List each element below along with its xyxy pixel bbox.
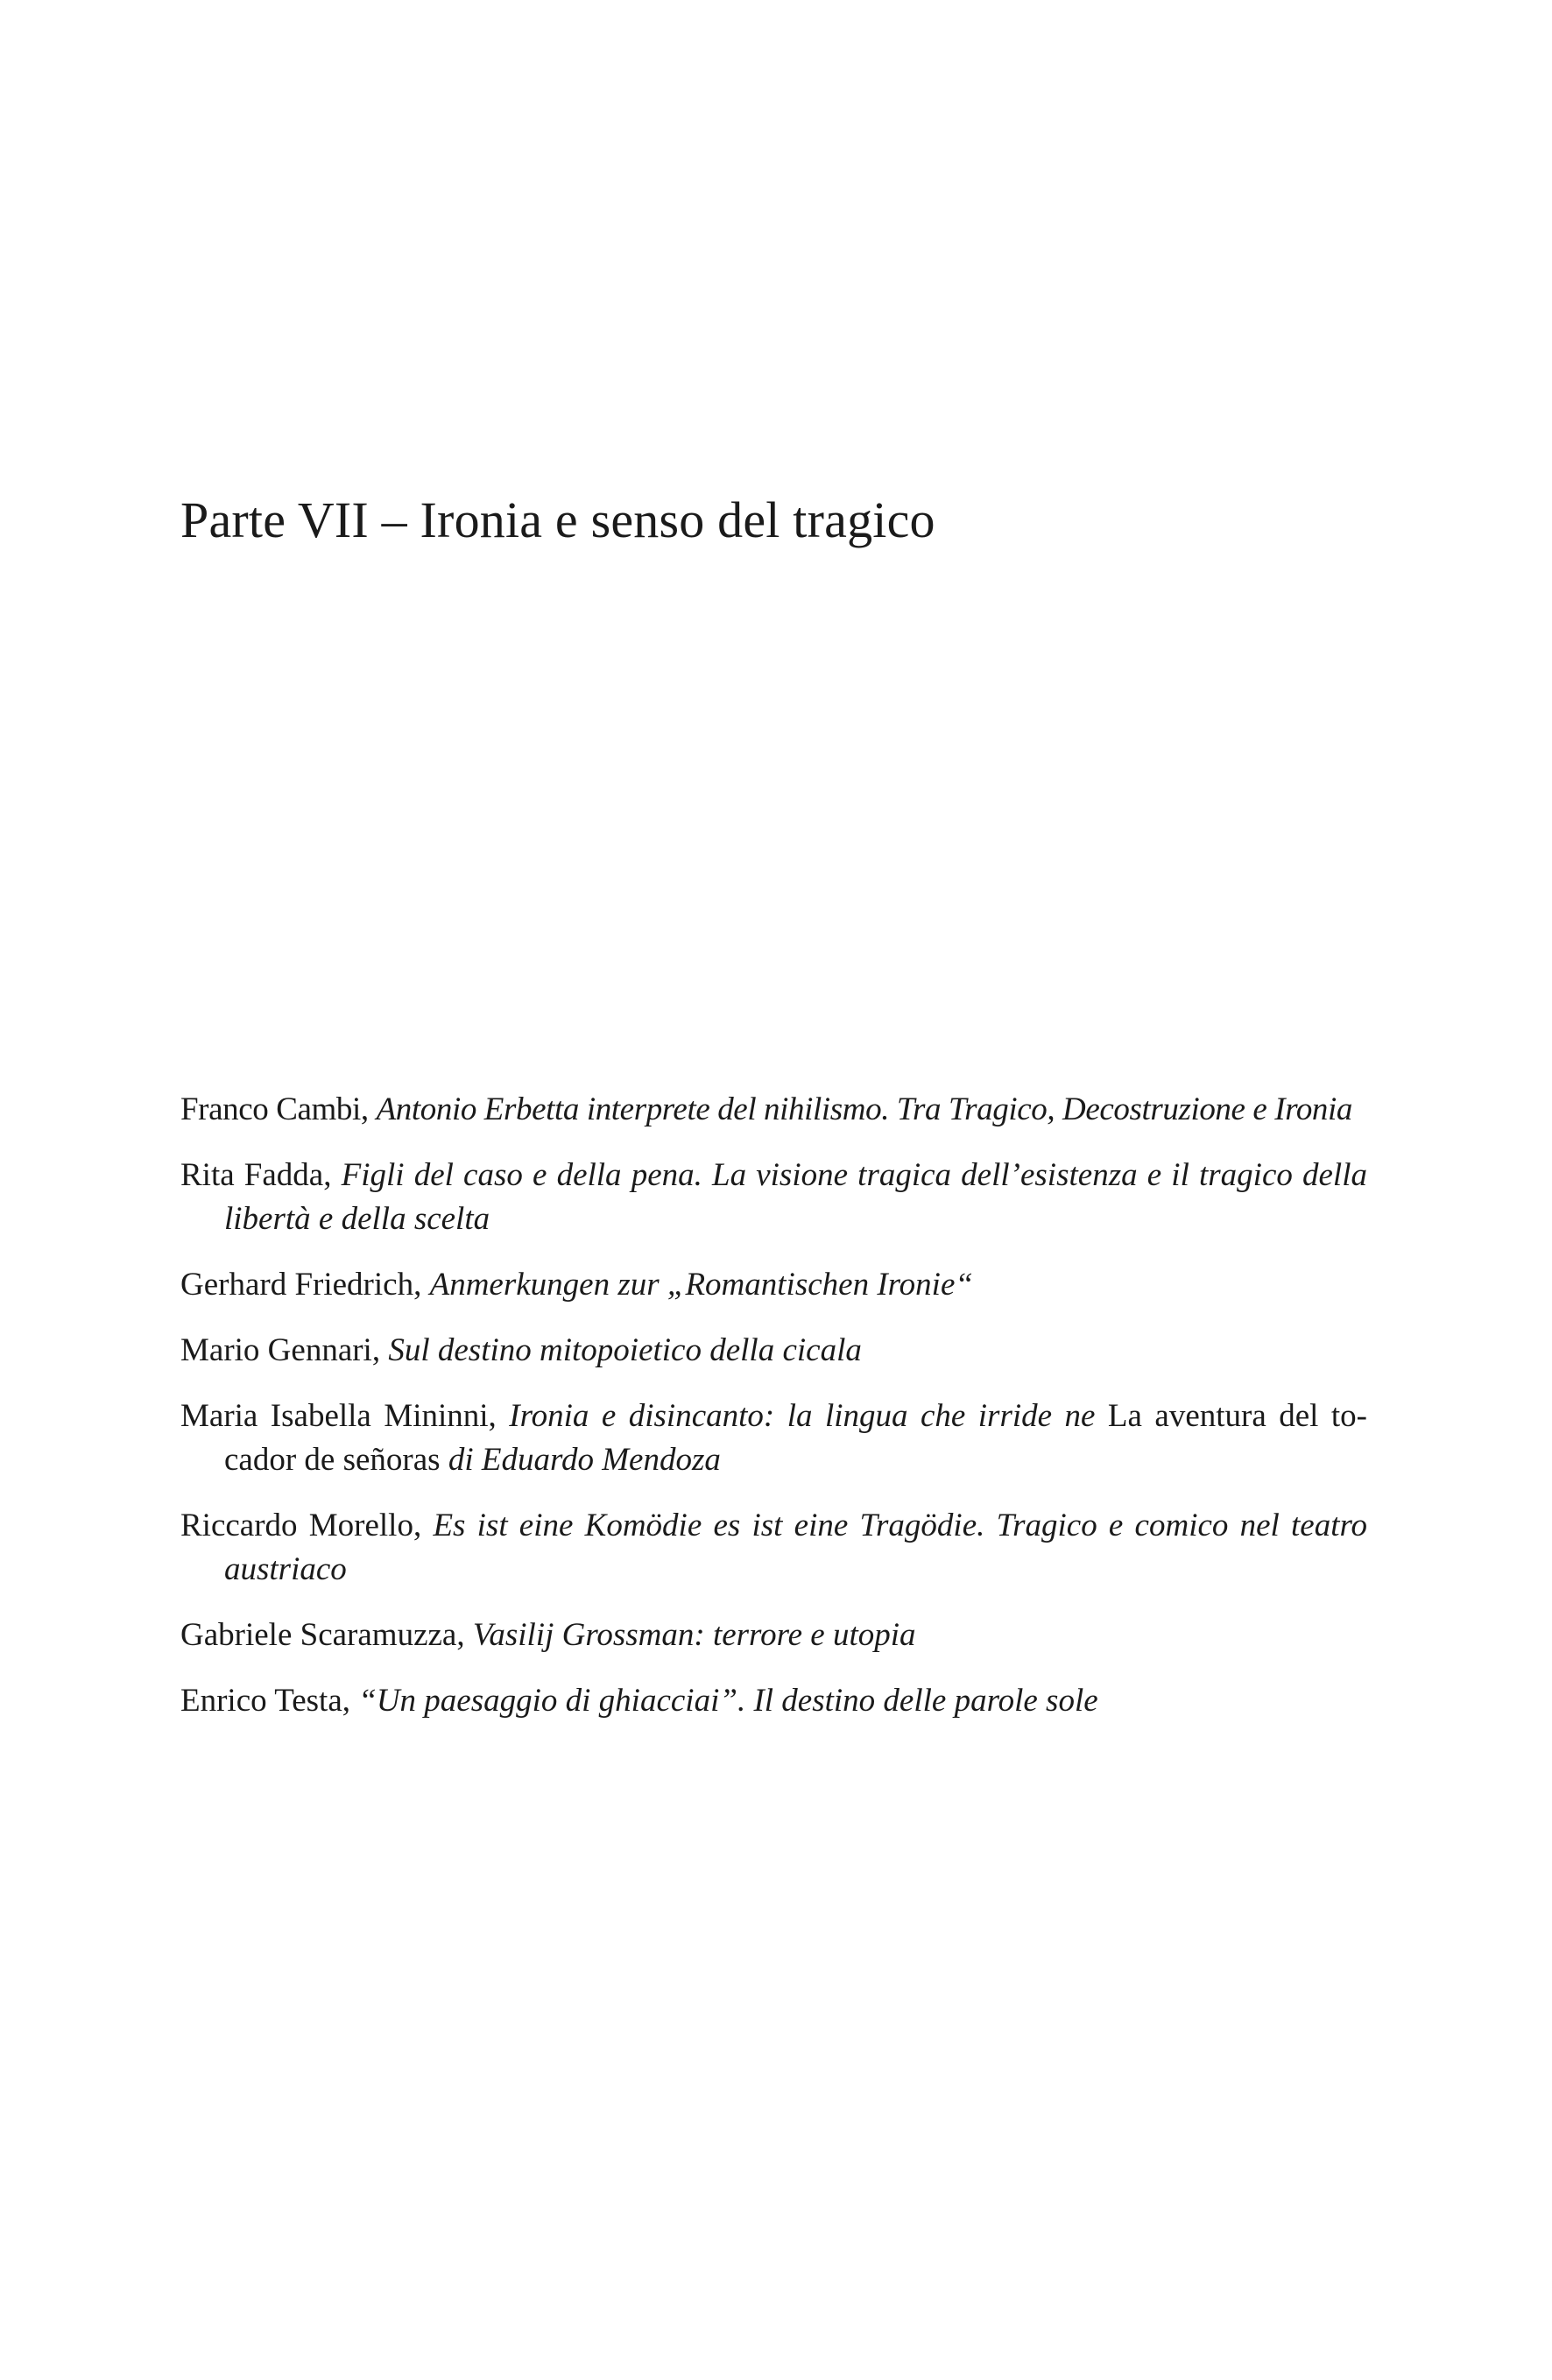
entry-author: Gabriele Scaramuzza, [180, 1617, 465, 1653]
entry-author: Enrico Testa, [180, 1683, 350, 1719]
toc-entry-mininni [180, 1395, 1367, 1482]
entry-work-title: La aventura del to-cador de señoras [224, 1398, 1368, 1478]
entry-author: Gerhard Friedrich, [180, 1267, 422, 1303]
entry-author: Mario Gennari, [180, 1332, 381, 1368]
entry-author: Riccardo Morello, [180, 1508, 422, 1543]
entry-title: Anmerkungen zur „Romantischen Ironie“ [429, 1267, 973, 1303]
entry-title-continued: di Eduardo Mendoza [448, 1442, 721, 1478]
entry-title: Vasilij Grossman: terrore e utopia [472, 1617, 916, 1653]
toc-entry-cambi [180, 1088, 1367, 1132]
entry-title: Ironia e disincanto: la lingua che irride ne [509, 1398, 1096, 1434]
part-title: Parte VII – Ironia e senso del tragico [180, 491, 935, 548]
entry-author: Franco Cambi, [180, 1091, 369, 1127]
entry-title: “Un paesaggio di ghiacciai”. Il destino delle parole sole [358, 1683, 1098, 1719]
entry-title: Es ist eine Komödie es ist eine Tragödie. Tragico e comico nel teatro austriaco [224, 1508, 1368, 1587]
toc-entry-friedrich [180, 1263, 1367, 1307]
entry-author: Maria Isabella Mininni, [180, 1398, 497, 1434]
entry-title: Sul destino mitopoietico della cicala [388, 1332, 862, 1368]
entry-title: Antonio Erbetta interprete del nihilismo. Tra Tragico, Decostruzione e Ironia [376, 1091, 1353, 1127]
entry-title: Figli del caso e della pena. La visione tragica dell’esistenza e il tragico della libertà e della scelta [224, 1157, 1367, 1237]
toc-entry-fadda [180, 1154, 1367, 1241]
toc-entry-testa [180, 1679, 1367, 1723]
entry-author: Rita Fadda, [180, 1157, 332, 1193]
toc-entry-scaramuzza [180, 1614, 1367, 1657]
toc-entry-morello [180, 1504, 1367, 1592]
toc-entry-gennari [180, 1329, 1367, 1373]
table-of-contents [180, 1088, 1367, 1745]
